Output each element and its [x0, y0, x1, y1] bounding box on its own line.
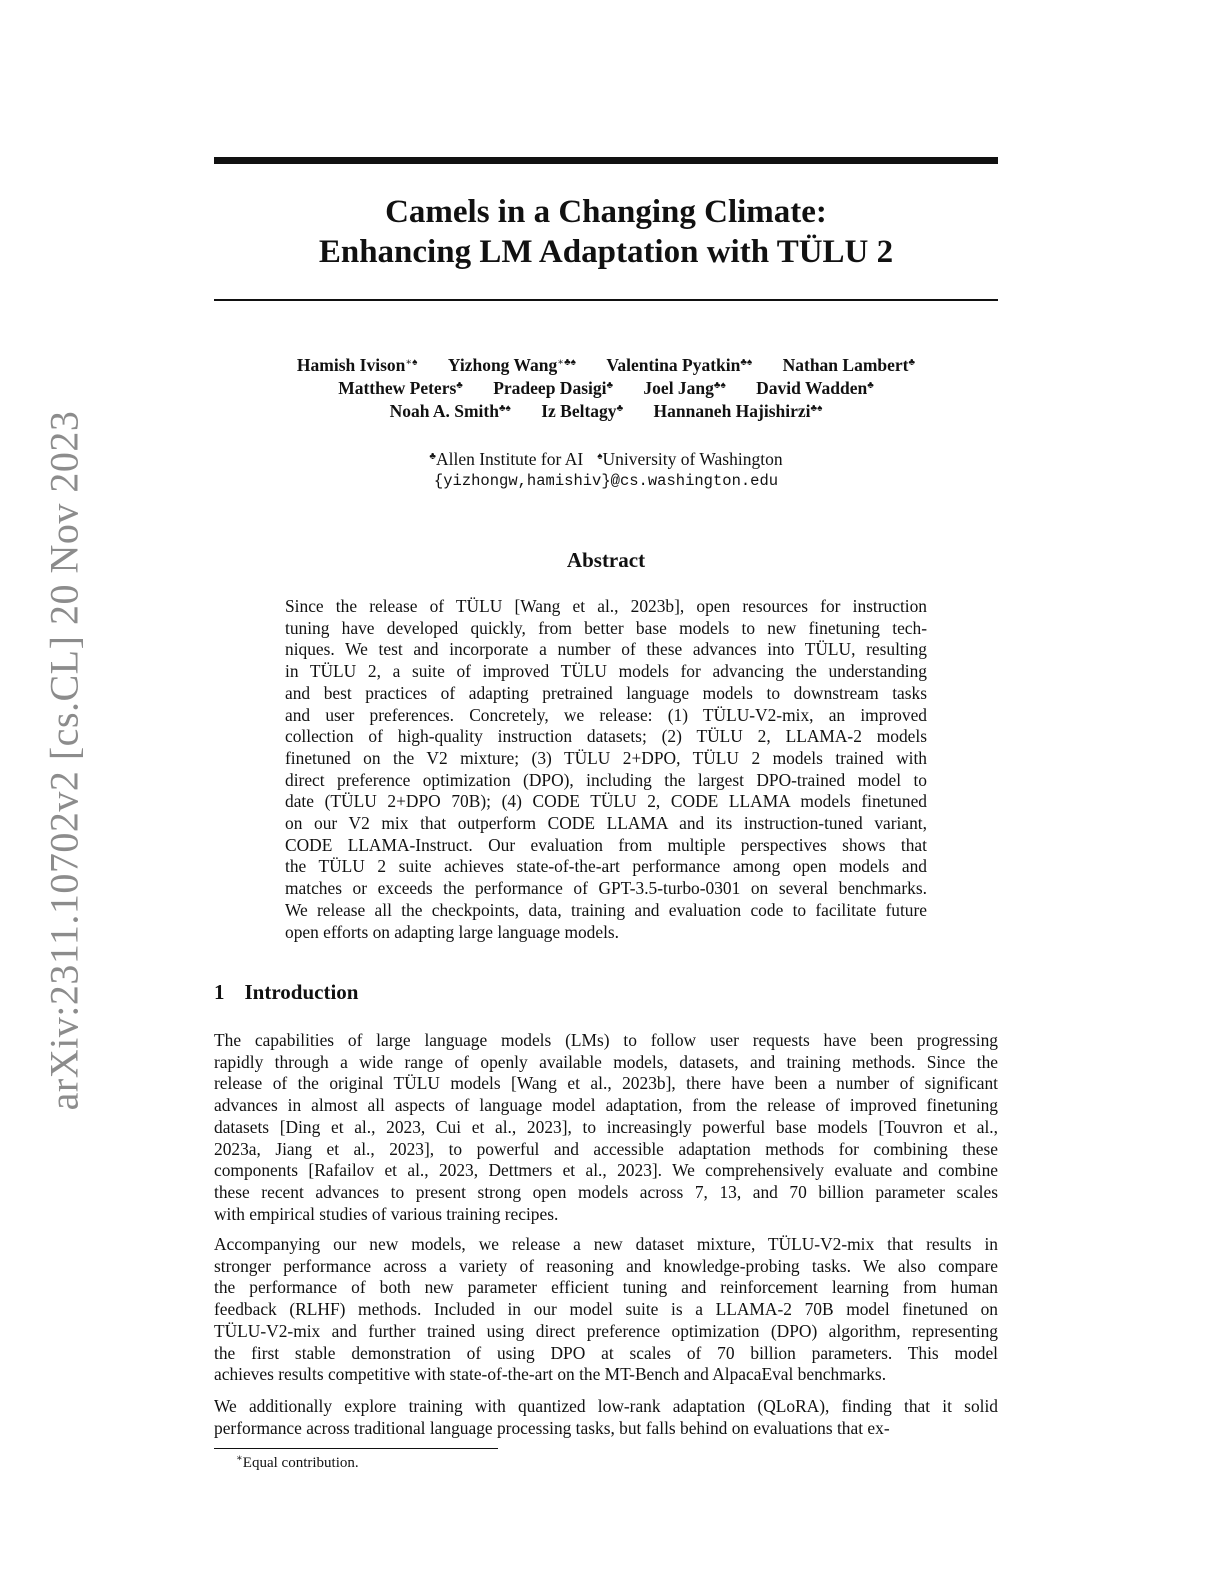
text-line: open efforts on adapting large language models. [285, 921, 620, 942]
author-name: Matthew Peters [338, 378, 457, 398]
author-affiliation-marks: ∗♠ [405, 357, 418, 368]
text-line: the first stable demonstration of using DPO at scales of 70 billion parameters. This model [214, 1342, 998, 1363]
arxiv-identifier-text: arXiv:2311.10702v2 [cs.CL] 20 Nov 2023 [41, 410, 87, 1110]
author [783, 355, 915, 375]
author-affiliation-marks: ♣♠ [740, 357, 753, 368]
footnote-mark: ∗ [236, 1453, 243, 1464]
author [643, 378, 725, 398]
text-line: performance across traditional language processing tasks, but falls behind on evaluations that ex- [214, 1417, 890, 1438]
author-name: Yizhong Wang [447, 355, 558, 375]
text-line: collection of high-quality instruction datasets; (2) TÜLU 2, LLAMA-2 models [285, 726, 927, 747]
abstract-body [285, 596, 927, 943]
author-name: Iz Beltagy [541, 401, 617, 421]
author-affiliation-marks: ♣ [456, 380, 463, 391]
author [493, 378, 613, 398]
text-line: with empirical studies of various training recipes. [214, 1203, 559, 1224]
text-line: date (TÜLU 2+DPO 70B); (4) CODE TÜLU 2, CODE LLAMA models finetuned [285, 791, 927, 812]
author [448, 355, 576, 375]
text-line: the TÜLU 2 suite achieves state-of-the-art performance among open models and [285, 856, 927, 877]
footnote [236, 1454, 359, 1473]
paper-title-line-1: Camels in a Changing Climate: [385, 194, 827, 230]
spade-icon: ♠ [597, 451, 603, 462]
intro-paragraph-3 [214, 1396, 998, 1439]
text-line: finetuned on the V2 mixture; (3) TÜLU 2+DPO, TÜLU 2 models trained with [285, 747, 927, 768]
title-rule-bottom [214, 299, 998, 301]
author-list [214, 354, 998, 423]
author-affiliation-marks: ♣ [616, 403, 624, 414]
text-line: and user preferences. Concretely, we release: (1) TÜLU-V2-mix, an improved [285, 704, 927, 725]
text-line: 2023a, Jiang et al., 2023], to powerful and accessible adaptation methods for combining these [214, 1138, 998, 1159]
text-line: and best practices of adapting pretrained language models to downstream tasks [285, 682, 927, 703]
text-line: stronger performance across a variety of reasoning and knowledge-probing tasks. We also compare [214, 1255, 998, 1276]
author-affiliation-marks: ♣ [908, 357, 916, 368]
club-icon: ♣ [429, 451, 436, 462]
affiliations [214, 448, 998, 492]
title-rule-top [214, 157, 998, 164]
text-line: The capabilities of large language models (LMs) to follow user requests have been progressing [214, 1030, 998, 1050]
author-name: Hamish Ivison [296, 355, 406, 375]
section-number: 1 [214, 980, 225, 1004]
author [297, 355, 418, 375]
affiliation-ai2: Allen Institute for AI [435, 449, 584, 469]
text-line: components [Rafailov et al., 2023, Dettmers et al., 2023]. We comprehensively evaluate and combine [214, 1160, 998, 1181]
text-line: release of the original TÜLU models [Wang et al., 2023b], there have been a number of significant [214, 1073, 998, 1094]
text-line: Accompanying our new models, we release a new dataset mixture, TÜLU-V2-mix that results in [214, 1234, 998, 1254]
intro-paragraph-2 [214, 1234, 998, 1386]
author-name: Pradeep Dasigi [493, 378, 607, 398]
paper-title-line-2: Enhancing LM Adaptation with TÜLU 2 [318, 234, 894, 270]
author [606, 355, 752, 375]
author [338, 378, 463, 398]
text-line: tuning have developed quickly, from better base models to new finetuning tech- [285, 617, 927, 638]
footnote-rule [214, 1448, 498, 1449]
author-name: Joel Jang [643, 378, 714, 398]
author-line [214, 400, 998, 423]
author-affiliation-marks: ♣♠ [713, 380, 726, 391]
author-name: Valentina Pyatkin [606, 355, 741, 375]
section-title: Introduction [244, 980, 359, 1004]
author-name: Hannaneh Hajishirzi [653, 401, 811, 421]
text-line: feedback (RLHF) methods. Included in our model suite is a LLAMA-2 70B model finetuned on [214, 1299, 998, 1320]
author-line [214, 377, 998, 400]
text-line: advances in almost all aspects of language model adaptation, from the release of improved finetuning [214, 1095, 998, 1116]
author [654, 401, 823, 421]
text-line: We release all the checkpoints, data, training and evaluation code to facilitate future [285, 899, 927, 920]
author [390, 401, 511, 421]
author-name: Nathan Lambert [782, 355, 909, 375]
author [541, 401, 623, 421]
author-affiliation-marks: ∗♣♠ [557, 357, 576, 368]
author-name: David Wadden [756, 378, 868, 398]
author-affiliation-marks: ♣♠ [810, 403, 823, 414]
text-line: on our V2 mix that outperform CODE LLAMA and its instruction-tuned variant, [285, 813, 927, 834]
author-name: Noah A. Smith [389, 401, 499, 421]
text-line: direct preference optimization (DPO), including the largest DPO-trained model to [285, 769, 927, 790]
text-line: niques. We test and incorporate a number of these advances into TÜLU, resulting [285, 639, 927, 660]
author-affiliation-marks: ♣ [606, 380, 614, 391]
text-line: TÜLU-V2-mix and further trained using direct preference optimization (DPO) algorithm, representing [214, 1320, 998, 1341]
text-line: in TÜLU 2, a suite of improved TÜLU models for advancing the understanding [285, 661, 927, 682]
footnote-text: Equal contribution. [242, 1455, 359, 1471]
text-line: rapidly through a wide range of openly available models, datasets, and training methods. Since the [214, 1051, 998, 1072]
text-line: these recent advances to present strong open models across 7, 13, and 70 billion parameter scales [214, 1181, 998, 1202]
affiliation-uw: University of Washington [602, 449, 783, 469]
text-line: matches or exceeds the performance of GPT-3.5-turbo-0301 on several benchmarks. [285, 878, 927, 899]
text-line: achieves results competitive with state-of-the-art on the MT-Bench and AlpacaEval benchmarks. [214, 1364, 887, 1385]
text-line: the performance of both new parameter efficient tuning and reinforcement learning from human [214, 1277, 998, 1298]
text-line: CODE LLAMA-Instruct. Our evaluation from multiple perspectives shows that [285, 834, 927, 855]
arxiv-identifier-stamp [28, 410, 100, 1110]
text-line: We additionally explore training with quantized low-rank adaptation (QLoRA), finding that it solid [214, 1396, 998, 1416]
abstract-heading: Abstract [566, 548, 646, 572]
paper-title [214, 192, 998, 272]
text-line: Since the release of TÜLU [Wang et al., 2023b], open resources for instruction [285, 596, 927, 616]
intro-paragraph-1 [214, 1030, 998, 1225]
contact-email: {yizhongw,hamishiv}@cs.washington.edu [433, 472, 779, 490]
text-line: datasets [Ding et al., 2023, Cui et al., 2023], to increasingly powerful base models [Touvron et al., [214, 1116, 998, 1137]
author [756, 378, 874, 398]
author-line [214, 354, 998, 377]
author-affiliation-marks: ♣ [867, 380, 874, 391]
affiliation-line [214, 448, 998, 470]
author-affiliation-marks: ♣♠ [498, 403, 511, 414]
section-heading [214, 980, 358, 1005]
